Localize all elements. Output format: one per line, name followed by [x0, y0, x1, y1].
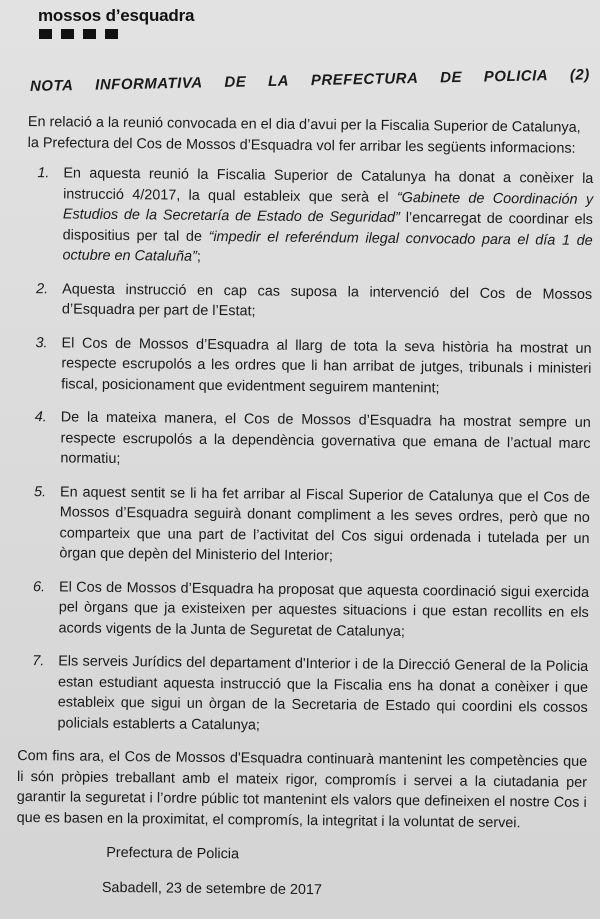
list-item-4: [20, 407, 591, 474]
signature: Prefectura de Policia: [106, 844, 240, 863]
item-text: Els serveis Jurídics del departament d'Interior i de la Direcció General de la Policia estan estudiant aquesta instrucció que la Fiscalia ens ha donat a conèixer i que estableix que sigui un òrgan de la Secretaria de Estado qui coordini els cossos policials establerts a Catalunya;: [57, 653, 589, 734]
closing-paragraph: Com fins ara, el Cos de Mossos d'Esquadra continuarà mantenint les competències que li són pròpies treballant amb el mateix rigor, compromís i servei a la ciutadania per garantir la seguretat i l’ordre públic tot mantenint els valors que defineixen el nostre Cos i que es basen en la proximitat, el compromís, la integritat i la voluntat de servei.: [16, 747, 588, 831]
item-number: 4.: [34, 409, 47, 426]
list-item-5: [19, 481, 590, 569]
date-line: Sabadell, 23 de setembre de 2017: [101, 879, 322, 898]
item-text: [62, 163, 593, 271]
item-number: 5.: [33, 483, 47, 500]
title-word: POLICIA: [483, 67, 549, 86]
item-number: 7.: [32, 653, 45, 670]
title-word: PREFECTURA: [310, 69, 419, 90]
logo-squares-icon: [39, 29, 194, 39]
item-text: Aquesta instrucció en cap cas suposa la intervenció del Cos de Mossos d’Esquadra per part de l’Estat;: [61, 280, 593, 320]
list-item-7: [17, 651, 588, 739]
list-item-6: [18, 576, 589, 643]
item-text-part: ;: [196, 248, 201, 265]
item-text-part: l’encarregat de coordinar els dispositius per tal de: [62, 209, 593, 245]
title-number: (2): [569, 66, 590, 84]
intro-paragraph: En relació a la reunió convocada en el dia d’avui per la Fiscalia Superior de Catalunya, la Prefectura del Cos de Mossos d’Esquadra vol fer arribar les següents informacions:: [27, 114, 581, 157]
item-number: 1.: [37, 165, 50, 182]
title-word: DE: [224, 73, 247, 91]
document-body: [16, 112, 594, 903]
title-word: INFORMATIVA: [95, 74, 203, 94]
title-word: NOTA: [29, 77, 74, 95]
item-text: En aquest sentit se li ha fet arribar al Fiscal Superior de Catalunya que el Cos de Mossos d’Esquadra seguirà donant compliment a les seves ordres, però que no comparteix que una part de l’activitat del Cos sigui ordenada i tutelada per un òrgan que depèn del Ministerio del Interior;: [59, 483, 591, 565]
mossos-logo: [38, 6, 194, 39]
item-number: 2.: [36, 280, 49, 297]
list-item-1: [22, 163, 593, 271]
item-text: De la mateixa manera, el Cos de Mossos d’Esquadra ha mostrat sempre un respecte escrupolós a la dependència governativa que emana de l’actual marc normatiu;: [60, 409, 591, 468]
quoted-objective: “impedir el referéndum ilegal convocado para el día 1 de octubre en Cataluña”: [62, 228, 593, 265]
title-word: DE: [439, 68, 463, 87]
quoted-institution: “Gabinete de Coordinación y Estudios de la Secretaría de Estado de Seguridad”: [62, 189, 594, 226]
item-text: El Cos de Mossos d’Esquadra ha proposat que aquesta coordinació sigui exercida pel òrgans que ja existeixen per aquestes situacions i que estan recollits en els acords vigents de la Junta de Seguretat de Catalunya;: [58, 578, 590, 640]
title-word: LA: [267, 72, 290, 91]
document-title: [30, 66, 590, 95]
item-text-part: En aquesta reunió la Fiscalia Superior de Catalunya ha donat a conèixer la instrucció 4/2017, la qual estableix que serà el: [63, 165, 594, 206]
item-number: 3.: [35, 334, 48, 351]
item-number: 6.: [32, 578, 46, 595]
item-text: El Cos de Mossos d’Esquadra al llarg de tota la seva història ha mostrat un respecte escrupolós a les ordres que li han arribat de jutges, tribunals i ministeri fiscal, posicionament que evidentment seguirem mantenint;: [61, 334, 592, 396]
list-item-2: [22, 278, 592, 325]
list-item-3: [21, 332, 592, 399]
logo-text: mossos d’esquadra: [38, 6, 195, 25]
